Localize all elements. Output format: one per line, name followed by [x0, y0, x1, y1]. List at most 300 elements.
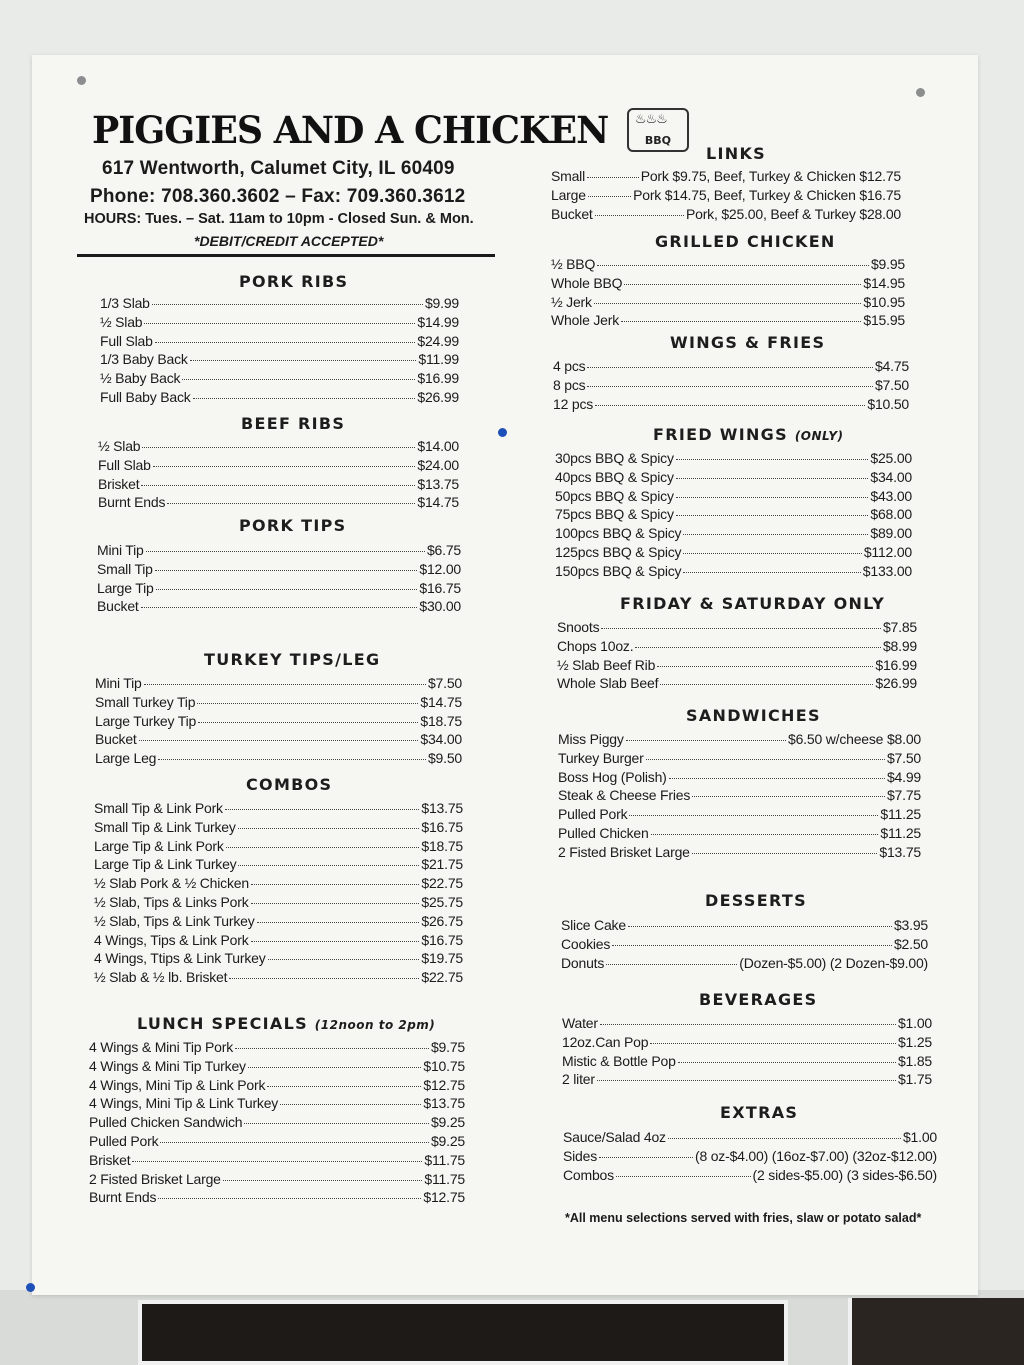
menu-item-name: Small Tip & Link Pork: [94, 800, 223, 816]
menu-item: [89, 1076, 465, 1095]
menu-item: [555, 543, 912, 562]
dot-leader: [597, 265, 869, 266]
pork-tips-list: [97, 541, 461, 616]
menu-item-name: 30pcs BBQ & Spicy: [555, 450, 674, 466]
menu-item-price: $13.75: [423, 1095, 465, 1112]
menu-item-name: Brisket: [98, 475, 140, 492]
menu-item-name: Cookies: [561, 935, 611, 952]
menu-item-name: 4 Wings, Mini Tip & Link Pork: [89, 1076, 266, 1093]
section-title-sandwiches: SANDWICHES: [686, 706, 821, 725]
grilled-chicken-list: [551, 255, 905, 330]
menu-item-price: $11.99: [418, 351, 459, 368]
menu-item-price: $8.99: [882, 637, 917, 654]
menu-item: [100, 369, 459, 388]
dot-leader: [597, 1080, 896, 1081]
dot-leader: [238, 828, 420, 829]
menu-item-name: ½ Slab Beef Rib: [557, 656, 656, 673]
menu-item-name: ½ Jerk: [551, 293, 592, 310]
sandwiches-list: [558, 730, 921, 862]
menu-item-price: $112.00: [863, 543, 912, 560]
menu-item: [558, 843, 921, 862]
menu-item-name: Steak & Cheese Fries: [558, 787, 691, 804]
menu-item-price: $133.00: [862, 562, 912, 579]
menu-item: [558, 786, 921, 805]
dot-leader: [182, 379, 415, 380]
menu-item: [100, 350, 459, 369]
dot-leader: [635, 647, 881, 648]
footer-note: *All menu selections served with fries, slaw or potato salad*: [565, 1211, 922, 1225]
dot-leader: [595, 405, 865, 406]
menu-item: [553, 395, 909, 414]
menu-item-price: $1.00: [897, 1015, 932, 1031]
dot-leader: [155, 570, 418, 571]
dot-leader: [152, 304, 423, 305]
section-title-beef-ribs: BEEF RIBS: [241, 414, 346, 433]
menu-item-price: $18.75: [420, 712, 462, 729]
menu-item-name: Large Tip & Link Turkey: [94, 856, 237, 873]
menu-item: [94, 837, 463, 856]
menu-item-name: Pulled Chicken Sandwich: [89, 1114, 243, 1131]
menu-item-price: $9.25: [430, 1132, 465, 1149]
menu-item-price: Pork $14.75, Beef, Turkey & Chicken $16.75: [633, 186, 901, 203]
menu-item-price: $26.99: [417, 388, 459, 405]
dot-leader: [198, 722, 418, 723]
section-title-extras: EXTRAS: [720, 1103, 799, 1122]
menu-item-name: Snoots: [557, 619, 600, 635]
dot-leader: [657, 666, 873, 667]
menu-item-price: $13.75: [417, 475, 459, 492]
photo-print: [848, 1298, 1024, 1365]
fried-wings-note: (ONLY): [794, 429, 844, 443]
menu-item-price: $26.99: [875, 675, 917, 692]
menu-item: [95, 749, 462, 768]
menu-item-name: ½ Slab Pork & ½ Chicken: [94, 875, 249, 892]
dot-leader: [676, 515, 869, 516]
menu-item: [555, 468, 912, 487]
menu-item-price: $9.25: [430, 1114, 465, 1131]
menu-item: [98, 475, 459, 494]
dot-leader: [268, 959, 420, 960]
menu-item: [89, 1151, 465, 1170]
menu-item: [89, 1057, 465, 1076]
combos-list: [94, 799, 463, 987]
dot-leader: [251, 884, 419, 885]
menu-item-price: $4.99: [886, 768, 921, 785]
turkey-tips-list: [95, 674, 462, 768]
section-title-friday-saturday: FRIDAY & SATURDAY ONLY: [620, 594, 886, 613]
menu-item: [94, 968, 463, 987]
menu-item: [562, 1052, 932, 1071]
menu-item-price: $11.25: [880, 824, 921, 841]
menu-item: [557, 674, 917, 693]
dot-leader: [616, 1176, 751, 1177]
dot-leader: [244, 1123, 429, 1124]
phone-fax: Phone: 708.360.3602 – Fax: 709.360.3612: [90, 186, 466, 207]
dot-leader: [595, 215, 684, 216]
menu-item-name: 2 liter: [562, 1071, 595, 1088]
dot-leader: [144, 684, 426, 685]
menu-item-price: $26.75: [421, 912, 463, 929]
menu-item: [562, 1033, 932, 1052]
menu-item: [561, 954, 928, 973]
section-title-combos: COMBOS: [246, 775, 333, 794]
menu-item: [553, 357, 909, 376]
dot-leader: [132, 1161, 422, 1162]
menu-item-name: ½ Slab, Tips & Links Pork: [94, 893, 249, 910]
menu-item: [558, 768, 921, 787]
menu-item-price: $1.85: [897, 1052, 932, 1069]
menu-item: [551, 311, 905, 330]
menu-item-price: (8 oz-$4.00) (16oz-$7.00) (32oz-$12.00): [694, 1147, 937, 1164]
menu-item-price: (Dozen-$5.00) (2 Dozen-$9.00): [739, 954, 928, 971]
menu-item-price: $14.00: [417, 438, 459, 454]
menu-item-name: Sauce/Salad 4oz: [563, 1129, 666, 1145]
menu-item-name: Large Leg: [95, 750, 157, 767]
dot-leader: [190, 360, 417, 361]
menu-item: [89, 1113, 465, 1132]
dot-leader: [167, 503, 415, 504]
menu-item-name: ½ Slab: [100, 313, 143, 330]
menu-item-name: Pulled Pork: [558, 806, 628, 823]
menu-item-price: $7.50: [886, 749, 921, 766]
dot-leader: [267, 1086, 421, 1087]
menu-item-price: $12.75: [423, 1076, 465, 1093]
menu-item-price: $34.00: [870, 468, 912, 485]
dot-leader: [153, 466, 416, 467]
dot-leader: [238, 865, 419, 866]
dot-leader: [197, 703, 418, 704]
menu-item-price: $1.00: [902, 1129, 937, 1145]
menu-item: [551, 167, 901, 186]
menu-item: [555, 505, 912, 524]
dot-leader: [257, 922, 420, 923]
menu-item-price: $9.99: [424, 295, 459, 311]
menu-item: [557, 656, 917, 675]
menu-item: [555, 562, 912, 581]
dot-leader: [248, 1067, 422, 1068]
menu-item-price: $10.50: [867, 395, 909, 412]
menu-item-name: Bucket: [97, 598, 139, 615]
menu-item-name: 4 Wings, Ttips & Link Turkey: [94, 950, 266, 967]
menu-item-price: $7.50: [874, 376, 909, 393]
fried-wings-list: [555, 449, 912, 581]
wings-fries-list: [553, 357, 909, 413]
menu-item-price: $16.99: [875, 656, 917, 673]
menu-item: [98, 456, 459, 475]
menu-item-name: 12 pcs: [553, 395, 594, 412]
dot-leader: [226, 847, 420, 848]
menu-item: [94, 818, 463, 837]
dot-leader: [158, 759, 426, 760]
dot-leader: [587, 177, 639, 178]
dot-leader: [678, 1062, 896, 1063]
menu-item: [563, 1166, 937, 1185]
lunch-specials-hours: (12noon to 2pm): [314, 1018, 436, 1032]
menu-item: [555, 487, 912, 506]
menu-item: [558, 824, 921, 843]
menu-item-name: 1/3 Baby Back: [100, 351, 188, 368]
menu-item: [98, 493, 459, 512]
dot-leader: [223, 1180, 423, 1181]
menu-item: [562, 1014, 932, 1033]
dot-leader: [600, 1024, 896, 1025]
push-pin: [498, 428, 507, 437]
menu-item: [89, 1188, 465, 1207]
menu-item-name: Large: [551, 186, 586, 203]
menu-item-price: $19.75: [421, 950, 463, 967]
dot-leader: [235, 1048, 429, 1049]
menu-item-price: $21.75: [421, 856, 463, 873]
menu-item-name: Bucket: [95, 731, 137, 748]
section-title-wings-fries: WINGS & FRIES: [670, 333, 826, 352]
menu-item-name: Pulled Chicken: [558, 824, 649, 841]
dot-leader: [146, 551, 425, 552]
dot-leader: [683, 534, 868, 535]
menu-item: [100, 332, 459, 351]
dot-leader: [141, 485, 415, 486]
menu-item-name: Pulled Pork: [89, 1132, 159, 1149]
menu-item-price: Pork, $25.00, Beef & Turkey $28.00: [685, 205, 901, 222]
menu-item: [94, 949, 463, 968]
dot-leader: [251, 903, 420, 904]
dot-leader: [621, 321, 861, 322]
menu-item: [97, 560, 461, 579]
menu-item-name: 40pcs BBQ & Spicy: [555, 468, 674, 485]
desserts-list: [561, 916, 928, 972]
menu-item: [95, 693, 462, 712]
section-title-pork-tips: PORK TIPS: [239, 516, 347, 535]
menu-item-name: 150pcs BBQ & Spicy: [555, 562, 682, 579]
menu-item-name: ½ Slab, Tips & Link Turkey: [94, 912, 255, 929]
menu-item-name: Mini Tip: [97, 542, 144, 558]
menu-item-price: $1.75: [897, 1071, 932, 1088]
lunch-specials-list: [89, 1038, 465, 1207]
dot-leader: [280, 1104, 421, 1105]
dot-leader: [650, 1043, 896, 1044]
dot-leader: [626, 740, 786, 741]
menu-item-price: $18.75: [421, 837, 463, 854]
menu-item-price: $24.00: [417, 456, 459, 473]
fried-wings-title: FRIED WINGS: [653, 425, 788, 444]
menu-item-name: Small: [551, 168, 586, 184]
menu-item-name: Full Slab: [98, 456, 151, 473]
menu-item: [551, 255, 905, 274]
menu-item-name: Combos: [563, 1166, 614, 1183]
dot-leader: [142, 447, 415, 448]
menu-item: [557, 637, 917, 656]
menu-item-name: 1/3 Slab: [100, 295, 150, 311]
dot-leader: [612, 945, 892, 946]
menu-item: [562, 1070, 932, 1089]
menu-item-name: 2 Fisted Brisket Large: [89, 1170, 221, 1187]
bbq-logo: ♨♨♨ BBQ: [627, 108, 689, 152]
menu-item: [100, 294, 459, 313]
menu-item: [563, 1147, 937, 1166]
menu-item-price: $7.75: [886, 787, 921, 804]
menu-item: [557, 618, 917, 637]
menu-item: [95, 712, 462, 731]
beef-ribs-list: [98, 437, 459, 512]
menu-item: [97, 597, 461, 616]
menu-item-name: Full Slab: [100, 332, 153, 349]
menu-item-price: $6.50 w/cheese $8.00: [788, 731, 921, 747]
menu-item-name: Small Tip & Link Turkey: [94, 818, 236, 835]
menu-item: [89, 1132, 465, 1151]
dot-leader: [139, 740, 419, 741]
section-title-pork-ribs: PORK RIBS: [239, 272, 349, 291]
menu-item-price: $13.75: [421, 800, 463, 816]
menu-item-name: Whole Jerk: [551, 312, 620, 329]
menu-item-name: Turkey Burger: [558, 749, 644, 766]
menu-item-name: Boss Hog (Polish): [558, 768, 667, 785]
menu-item-price: $9.95: [870, 256, 905, 272]
flame-icon: ♨♨♨: [634, 112, 667, 127]
menu-item-name: 4 Wings & Mini Tip Turkey: [89, 1057, 246, 1074]
payment-note: *DEBIT/CREDIT ACCEPTED*: [194, 233, 384, 249]
dot-leader: [156, 589, 418, 590]
menu-item: [95, 674, 462, 693]
menu-item-name: Whole BBQ: [551, 274, 623, 291]
menu-item-name: 8 pcs: [553, 376, 586, 393]
menu-item-name: Mistic & Bottle Pop: [562, 1052, 676, 1069]
menu-item: [94, 912, 463, 931]
menu-item: [94, 855, 463, 874]
menu-item-name: 75pcs BBQ & Spicy: [555, 506, 674, 523]
menu-item-price: $4.75: [874, 358, 909, 374]
header-divider: [77, 254, 495, 257]
dot-leader: [683, 553, 861, 554]
menu-item-price: $15.95: [863, 312, 905, 329]
dot-leader: [646, 759, 885, 760]
menu-item: [97, 541, 461, 560]
menu-item: [561, 916, 928, 935]
menu-item-price: $7.50: [427, 675, 462, 691]
menu-item-name: 4 pcs: [553, 358, 586, 374]
links-list: [551, 167, 901, 223]
menu-item-name: 100pcs BBQ & Spicy: [555, 525, 682, 542]
menu-item-name: Bucket: [551, 205, 593, 222]
menu-item-name: Slice Cake: [561, 917, 626, 933]
dot-leader: [669, 778, 885, 779]
section-title-links: LINKS: [706, 144, 766, 163]
menu-item-name: ½ Baby Back: [100, 370, 181, 387]
dot-leader: [599, 1157, 693, 1158]
dot-leader: [594, 303, 862, 304]
menu-item-price: $16.75: [421, 818, 463, 835]
menu-item-name: Brisket: [89, 1151, 131, 1168]
dot-leader: [624, 284, 861, 285]
lunch-specials-title: LUNCH SPECIALS: [137, 1014, 308, 1033]
section-title-beverages: BEVERAGES: [699, 990, 818, 1009]
menu-item-price: $68.00: [870, 506, 912, 523]
menu-item-name: ½ BBQ: [551, 256, 596, 272]
menu-item-name: 4 Wings & Mini Tip Pork: [89, 1039, 233, 1055]
menu-item: [551, 186, 901, 205]
menu-item-price: $11.25: [880, 806, 921, 823]
menu-item: [89, 1038, 465, 1057]
menu-item-price: $13.75: [879, 843, 921, 860]
dot-leader: [155, 342, 416, 343]
menu-item-price: $16.99: [417, 370, 459, 387]
menu-item: [100, 388, 459, 407]
pork-ribs-list: [100, 294, 459, 407]
menu-item: [561, 935, 928, 954]
dot-leader: [158, 1198, 421, 1199]
push-pin: [26, 1283, 35, 1292]
menu-item-price: $16.75: [419, 579, 461, 596]
menu-item-name: Burnt Ends: [89, 1189, 157, 1206]
menu-item-name: 12oz.Can Pop: [562, 1033, 649, 1050]
dot-leader: [676, 459, 869, 460]
dot-leader: [683, 572, 860, 573]
dot-leader: [229, 978, 419, 979]
dot-leader: [193, 398, 416, 399]
menu-item: [94, 799, 463, 818]
menu-item-name: 125pcs BBQ & Spicy: [555, 543, 682, 560]
menu-item-price: $12.75: [423, 1189, 465, 1206]
push-pin: [916, 88, 925, 97]
menu-item-price: $6.75: [426, 542, 461, 558]
menu-item-price: $14.75: [417, 494, 459, 511]
menu-item: [551, 274, 905, 293]
dot-leader: [160, 1142, 429, 1143]
menu-item-name: Mini Tip: [95, 675, 142, 691]
menu-item-price: $43.00: [870, 487, 912, 504]
menu-item-price: $30.00: [419, 598, 461, 615]
menu-item-price: $34.00: [420, 731, 462, 748]
menu-item: [553, 376, 909, 395]
menu-item-price: $10.75: [423, 1057, 465, 1074]
menu-item: [94, 893, 463, 912]
dot-leader: [651, 834, 879, 835]
menu-item-name: ½ Slab & ½ lb. Brisket: [94, 969, 228, 986]
dot-leader: [606, 964, 737, 965]
menu-item-name: Full Baby Back: [100, 388, 191, 405]
dot-leader: [660, 684, 873, 685]
menu-item-price: $7.85: [882, 619, 917, 635]
menu-item-name: Miss Piggy: [558, 731, 624, 747]
menu-item-name: Large Turkey Tip: [95, 712, 197, 729]
menu-item-price: $12.00: [419, 560, 461, 577]
menu-item-name: Large Tip: [97, 579, 154, 596]
menu-item: [555, 449, 912, 468]
beverages-list: [562, 1014, 932, 1089]
menu-item: [551, 205, 901, 224]
menu-item: [89, 1170, 465, 1189]
dot-leader: [144, 323, 415, 324]
dot-leader: [692, 853, 878, 854]
menu-item-price: $1.25: [897, 1033, 932, 1050]
photo-print: [138, 1300, 788, 1365]
menu-item: [558, 730, 921, 749]
dot-leader: [692, 796, 885, 797]
menu-item-name: ½ Slab: [98, 438, 141, 454]
menu-item: [551, 293, 905, 312]
menu-item-price: $14.95: [863, 274, 905, 291]
menu-item: [89, 1094, 465, 1113]
dot-leader: [141, 607, 418, 608]
menu-item-price: $22.75: [421, 969, 463, 986]
dot-leader: [587, 386, 872, 387]
dot-leader: [225, 809, 420, 810]
menu-item-price: $3.95: [893, 917, 928, 933]
menu-item-price: $25.00: [870, 450, 912, 466]
menu-item-price: $11.75: [424, 1170, 465, 1187]
menu-item-price: (2 sides-$5.00) (3 sides-$6.50): [752, 1166, 937, 1183]
menu-item-price: $2.50: [893, 935, 928, 952]
menu-item: [558, 749, 921, 768]
dot-leader: [601, 628, 881, 629]
